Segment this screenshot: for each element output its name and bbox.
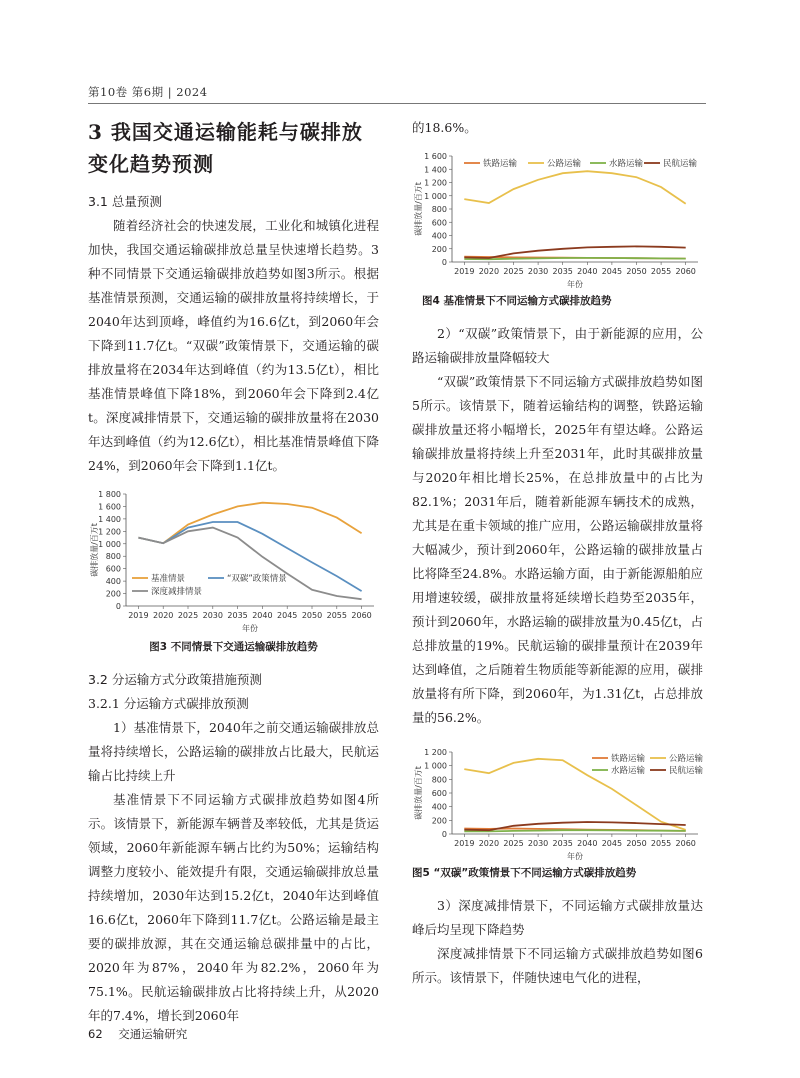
- x-tick-label: 2050: [626, 267, 647, 276]
- x-tick-label: 2035: [227, 611, 248, 620]
- y-tick-label: 200: [105, 589, 121, 599]
- legend-label: 铁路运输: [483, 159, 518, 169]
- figure-3: [88, 486, 379, 658]
- legend-label: 铁路运输: [611, 754, 646, 764]
- page-number: 62: [88, 1027, 103, 1041]
- figure-4-caption: 图4 基准情景下不同运输方式碳排放趋势: [422, 295, 612, 307]
- y-tick-label: 400: [431, 231, 447, 241]
- x-tick-label: 2030: [527, 839, 549, 848]
- y-tick-label: 800: [431, 205, 447, 214]
- figure-5-caption: 图5 “双碳”政策情景下不同运输方式碳排放趋势: [412, 867, 637, 879]
- item-1-title: 1）基准情景下，2040年之前交通运输碳排放总量将持续增长，公路运输的碳排放占比最大，民航运输占比持续上升: [88, 720, 379, 783]
- y-tick-label: 1 800: [98, 490, 121, 499]
- y-tick-label: 0: [441, 830, 447, 839]
- x-tick-label: 2045: [601, 267, 623, 276]
- journal-header: 第10卷 第6期 | 2024: [88, 85, 208, 99]
- x-tick-label: 2025: [177, 611, 199, 620]
- y-tick-label: 200: [431, 244, 447, 254]
- section-3-2-1-title: 3.2.1 分运输方式碳排放预测: [88, 696, 249, 711]
- series-line: [464, 246, 685, 258]
- figure-4-chart: [412, 146, 703, 290]
- y-tick-label: 200: [431, 816, 447, 826]
- y-tick-label: 1 600: [98, 502, 121, 512]
- figure-3-chart: [88, 486, 379, 636]
- y-tick-label: 1 400: [98, 514, 121, 524]
- x-tick-label: 2045: [601, 839, 623, 848]
- legend-label: 民航运输: [663, 159, 698, 169]
- x-tick-label: 2055: [650, 267, 672, 276]
- x-tick-label: 2030: [202, 611, 223, 620]
- figure-3-caption: 图3 不同情景下交通运输碳排放趋势: [149, 641, 318, 653]
- base-scenario-paragraph-end: 的18.6%。: [412, 120, 477, 135]
- y-tick-label: 1 200: [424, 178, 447, 188]
- x-tick-label: 2040: [577, 267, 598, 276]
- y-tick-label: 0: [115, 602, 121, 611]
- x-tick-label: 2030: [527, 267, 549, 276]
- x-tick-label: 2020: [478, 267, 500, 276]
- base-scenario-paragraph: 基准情景下不同运输方式碳排放趋势如图4所示。该情景下，新能源车辆普及率较低，尤其是货运领域，2060年新能源车辆占比约为50%；运输结构调整力度较小、能效提升有限，交通运输碳排放总量持续增加，2030年达到15.2亿t，2040年达到峰值16.6亿t，2060年下降到11.7亿t。公路运输是最主要的碳排放源，其在交通运输总碳排量中的占比，2020年为87%，2040年为82.2%，2060年为75.1%。民航运输碳排放占比将持续上升，从2020年的7.4%，增长到2060年: [88, 792, 379, 1023]
- y-tick-label: 1 000: [98, 539, 121, 549]
- y-tick-label: 600: [105, 564, 121, 574]
- section-3-1-paragraph: 随着经济社会的快速发展，工业化和城镇化进程加快，我国交通运输碳排放总量呈快速增长趋势。3种不同情景下交通运输碳排放趋势如图3所示。根据基准情景预测，交通运输的碳排放量将持续增长，于2040年达到顶峰，峰值约为16.6亿t，到2060年会下降到11.7亿t。“双碳”政策情景下，交通运输的碳排放量将在2034年达到峰值（约为13.5亿t），相比基准情景峰值下降18%，到2060年会下降到2.4亿t。深度减排情景下，交通运输的碳排放量将在2030年达到峰值（约为12.6亿t），相比基准情景峰值下降24%，到2060年会下降到1.1亿t。: [88, 218, 379, 473]
- y-tick-label: 400: [105, 577, 121, 587]
- figure-4: [412, 146, 703, 312]
- journal-name: 交通运输研究: [118, 1027, 188, 1041]
- item-3-title: 3）深度减排情景下，不同运输方式碳排放量达峰后均呈现下降趋势: [412, 898, 703, 937]
- item-3-paragraph: 深度减排情景下不同运输方式碳排放趋势如图6所示。该情景下，伴随快速电气化的进程，: [412, 946, 703, 985]
- y-tick-label: 800: [431, 775, 447, 785]
- x-tick-label: 2020: [478, 839, 500, 848]
- x-tick-label: 2040: [252, 611, 273, 620]
- series-line: [464, 258, 685, 259]
- y-tick-label: 1 000: [424, 761, 447, 771]
- y-tick-label: 0: [441, 258, 447, 267]
- x-tick-label: 2050: [626, 839, 647, 848]
- item-2-paragraph: “双碳”政策情景下不同运输方式碳排放趋势如图5所示。该情景下，随着运输结构的调整，铁路运输碳排放量还将小幅增长，2025年有望达峰。公路运输碳排放量将持续上升至2031年，此时其碳排放量与2020年相比增长25%，在总排放量中的占比为82.1%；2031年后，随着新能源车辆技术的成熟，尤其是在重卡领域的推广应用，公路运输碳排放量将大幅减少，预计到2060年，公路运输的碳排放量占比将降至24.8%。水路运输方面，由于新能源船舶应用增速较缓，碳排放量将延续增长趋势至2035年，预计到2060年，水路运输的碳排放量为0.45亿t，占总排放量的19%。民航运输的碳排量预计在2039年达到峰值，之后随着生物质能等新能源的应用，碳排放量将有所下降，到2060年，为1.31亿t，占总排放量的56.2%。: [412, 374, 703, 725]
- left-column: [88, 116, 379, 1028]
- x-tick-label: 2019: [454, 267, 475, 276]
- page-footer: [88, 1026, 187, 1042]
- section-3-2-title: 3.2 分运输方式分政策措施预测: [88, 672, 262, 687]
- y-tick-label: 400: [431, 802, 447, 812]
- x-axis-title: 年份: [242, 624, 258, 633]
- y-tick-label: 1 200: [424, 748, 447, 757]
- section-3-1-title: 3.1 总量预测: [88, 194, 162, 209]
- legend-label: 水路运输: [609, 159, 644, 169]
- legend-label: “双碳”政策情景: [227, 574, 287, 584]
- legend-label: 公路运输: [669, 754, 703, 764]
- x-tick-label: 2055: [326, 611, 347, 620]
- x-tick-label: 2050: [301, 611, 323, 620]
- header-divider: [88, 103, 706, 104]
- right-column: [412, 116, 703, 990]
- x-tick-label: 2020: [153, 611, 174, 620]
- x-tick-label: 2060: [351, 611, 372, 620]
- y-axis-title: 碳排放量/百万t: [414, 182, 423, 236]
- x-tick-label: 2040: [577, 839, 598, 848]
- legend-label: 公路运输: [547, 159, 582, 169]
- x-tick-label: 2060: [675, 267, 696, 276]
- legend-label: 基准情景: [151, 574, 186, 584]
- series-line: [464, 171, 685, 204]
- x-tick-label: 2019: [454, 839, 475, 848]
- x-tick-label: 2035: [552, 267, 573, 276]
- figure-5-chart: [412, 744, 703, 862]
- y-tick-label: 1 000: [424, 191, 447, 201]
- y-tick-label: 1 400: [424, 165, 447, 175]
- legend-label: 深度减排情景: [151, 587, 203, 597]
- x-tick-label: 2060: [675, 839, 696, 848]
- x-tick-label: 2025: [503, 267, 524, 276]
- y-axis-title: 碳排放量/百万t: [90, 523, 99, 577]
- x-tick-label: 2019: [128, 611, 149, 620]
- y-tick-label: 600: [431, 789, 447, 798]
- x-tick-label: 2035: [552, 839, 573, 848]
- figure-5: [412, 744, 703, 884]
- legend-label: 水路运输: [611, 766, 646, 776]
- x-axis-title: 年份: [567, 280, 583, 289]
- section-3-title: 3 我国交通运输能耗与碳排放变化趋势预测: [88, 120, 363, 176]
- item-2-title: 2）“双碳”政策情景下，由于新能源的应用，公路运输碳排放量降幅较大: [412, 326, 703, 365]
- x-tick-label: 2045: [277, 611, 298, 620]
- y-tick-label: 800: [105, 552, 121, 562]
- y-axis-title: 碳排放量/百万t: [414, 766, 423, 820]
- legend-label: 民航运输: [669, 766, 703, 776]
- x-axis-title: 年份: [567, 852, 583, 861]
- x-tick-label: 2055: [650, 839, 672, 848]
- x-tick-label: 2025: [503, 839, 524, 848]
- y-tick-label: 1 600: [424, 152, 447, 161]
- y-tick-label: 1 200: [98, 527, 121, 537]
- y-tick-label: 600: [431, 218, 447, 228]
- series-line: [464, 830, 685, 831]
